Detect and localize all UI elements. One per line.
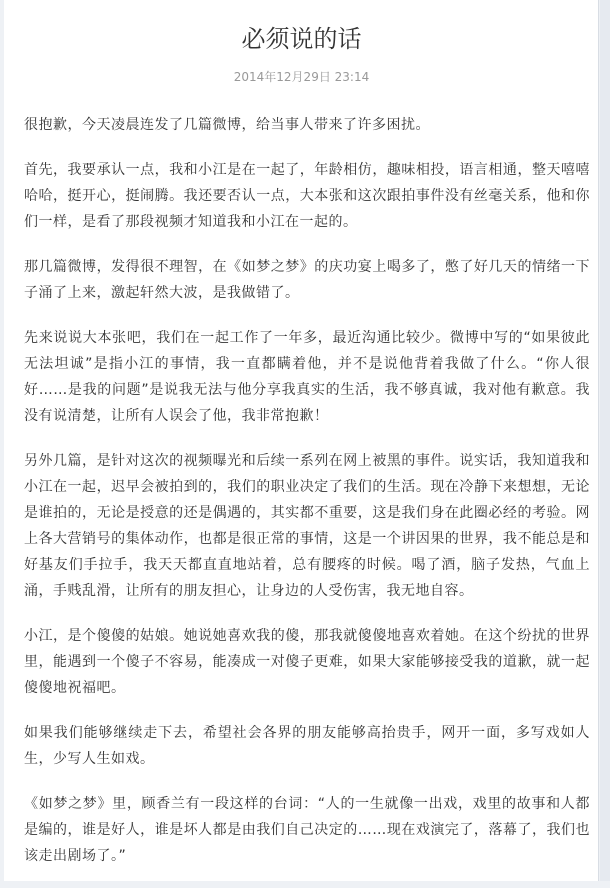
article-page xyxy=(4,0,599,881)
article-date: 2014年12月29日 23:14 xyxy=(233,70,370,84)
window-right-edge xyxy=(600,0,610,881)
article-paragraph: 那几篇微博，发得很不理智，在《如梦之梦》的庆功宴上喝多了，憋了好几天的情绪一下子涌了上来，激起轩然大波，是我做错了。 xyxy=(24,259,590,301)
article-paragraph: 很抱歉，今天凌晨连发了几篇微博，给当事人带来了许多困扰。 xyxy=(24,117,430,133)
article-paragraph: 《如梦之梦》里，顾香兰有一段这样的台词：“人的一生就像一出戏，戏里的故事和人都是编的，谁是好人，谁是坏人都是由我们自己决定的……现在戏演完了，落幕了，我们也该走出剧场了。” xyxy=(24,796,590,864)
article-title: 必须说的话 xyxy=(241,25,362,53)
article-paragraph: 小江，是个傻傻的姑娘。她说她喜欢我的傻，那我就傻傻地喜欢着她。在这个纷扰的世界里，能遇到一个傻子不容易，能凑成一对傻子更难，如果大家能够接受我的道歉，就一起傻傻地祝福吧。 xyxy=(24,628,590,696)
article-paragraph: 先来说说大本张吧，我们在一起工作了一年多，最近沟通比较少。微博中写的“如果彼此无法坦诚”是指小江的事情，我一直都瞒着他，并不是说他背着我做了什么。“你人很好……是我的问题”是说我无法与他分享我真实的生活，我不够真诚，我对他有歉意。我没有说清楚，让所有人误会了他，我非常抱歉！ xyxy=(24,330,590,424)
article-body xyxy=(24,112,590,888)
article-paragraph: 另外几篇，是针对这次的视频曝光和后续一系列在网上被黑的事件。说实话，我知道我和小江在一起，迟早会被拍到的，我们的职业决定了我们的生活。现在冷静下来想想，无论是谁拍的，无论是授意的还是偶遇的，其实都不重要，这是我们身在此圈必经的考验。网上各大营销号的集体动作，也都是很正常的事情，这是一个讲因果的世界，我不能总是和好基友们手拉手，我天天都直直地站着，总有腰疼的时候。喝了酒，脑子发热，气血上涌，手贱乱滑，让所有的朋友担心，让身边的人受伤害，我无地自容。 xyxy=(24,453,590,599)
article-paragraph: 如果我们能够继续走下去，希望社会各界的朋友能够高抬贵手，网开一面，多写戏如人生，少写人生如戏。 xyxy=(24,725,590,767)
article-paragraph: 首先，我要承认一点，我和小江是在一起了，年龄相仿，趣味相投，语言相通，整天嘻嘻哈哈，挺开心，挺闹腾。我还要否认一点，大本张和这次跟拍事件没有丝毫关系，他和你们一样，是看了那段视频才知道我和小江在一起的。 xyxy=(24,162,590,230)
